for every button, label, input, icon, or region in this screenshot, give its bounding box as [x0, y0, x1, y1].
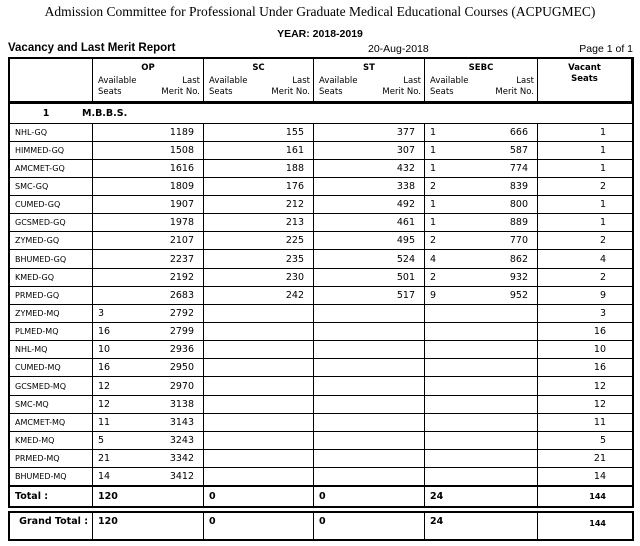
available-seats-header: Available Seats: [430, 76, 469, 97]
op-last-merit: 2799: [169, 326, 194, 338]
total-row: [10, 486, 632, 506]
last-merit-header: Last Merit No.: [382, 76, 421, 97]
sc-last-merit: 235: [285, 253, 304, 265]
table-row: [10, 359, 632, 377]
sc-cell: [204, 341, 314, 358]
sebc-available-seats: 1: [430, 217, 437, 229]
table-row: [10, 196, 632, 214]
op-last-merit: 1616: [169, 162, 194, 174]
vacant-seats-header: Vacant Seats: [568, 63, 601, 84]
sc-cell: [204, 305, 314, 322]
column-group-label: SC: [252, 63, 265, 73]
sc-cell: [204, 232, 314, 249]
sc-last-merit: 242: [285, 289, 304, 301]
column-group-label: OP: [141, 63, 155, 73]
vacant-cell: 14: [593, 471, 606, 483]
report-date: 20-Aug-2018: [368, 43, 429, 55]
table-header: [10, 59, 632, 104]
table-row: [10, 414, 632, 432]
sebc-available-seats: 1: [430, 144, 437, 156]
op-cell: [93, 287, 204, 304]
op-cell: [93, 142, 204, 159]
op-cell: [93, 341, 204, 358]
sebc-last-merit: 932: [509, 271, 528, 283]
header-cell-vacant: [538, 59, 632, 101]
st-last-merit: 338: [396, 180, 415, 192]
sebc-last-merit: 666: [509, 126, 528, 138]
op-last-merit: 1809: [169, 180, 194, 192]
sebc-cell: [425, 214, 538, 231]
op-last-merit: 2192: [169, 271, 194, 283]
op-last-merit: 3342: [169, 453, 194, 465]
st-cell: [314, 450, 425, 467]
header-cell-sc: [204, 59, 314, 101]
st-last-merit: 492: [396, 199, 415, 211]
course-cell: GCSMED-GQ: [10, 214, 93, 231]
sc-cell: [204, 414, 314, 431]
st-cell: [314, 359, 425, 376]
course-cell: CUMED-GQ: [10, 196, 93, 213]
total-sebc-cell: 24: [425, 487, 538, 506]
sc-cell: [204, 269, 314, 286]
vacant-cell: 1: [599, 162, 606, 174]
table-row: [10, 305, 632, 323]
op-cell: [93, 305, 204, 322]
sebc-cell: [425, 232, 538, 249]
sc-cell: [204, 377, 314, 394]
sebc-cell: [425, 468, 538, 485]
op-cell: [93, 196, 204, 213]
op-available-seats: 21: [98, 453, 111, 465]
op-cell: [93, 232, 204, 249]
sebc-cell: [425, 124, 538, 141]
st-cell: [314, 323, 425, 340]
sebc-available-seats: 4: [430, 253, 437, 265]
st-cell: [314, 142, 425, 159]
op-cell: [93, 432, 204, 449]
course-cell: CUMED-MQ: [10, 359, 93, 376]
course-cell: PLMED-MQ: [10, 323, 93, 340]
sc-cell: [204, 124, 314, 141]
sc-cell: [204, 250, 314, 267]
course-cell: GCSMED-MQ: [10, 377, 93, 394]
sebc-last-merit: 839: [509, 180, 528, 192]
vacant-cell: 2: [599, 180, 606, 192]
vacant-cell: 1: [599, 126, 606, 138]
sebc-last-merit: 800: [509, 199, 528, 211]
grand-total-vacant-cell: 144: [589, 519, 606, 528]
op-last-merit: 1978: [169, 217, 194, 229]
vacant-cell: 2: [599, 271, 606, 283]
course-cell: HIMMED-GQ: [10, 142, 93, 159]
sebc-last-merit: 774: [509, 162, 528, 174]
course-cell: KMED-MQ: [10, 432, 93, 449]
sebc-last-merit: 862: [509, 253, 528, 265]
table-row: [10, 214, 632, 232]
op-cell: [93, 359, 204, 376]
course-cell: SMC-MQ: [10, 396, 93, 413]
st-cell: [314, 396, 425, 413]
header-cell-st: [314, 59, 425, 101]
sc-cell: [204, 160, 314, 177]
sc-last-merit: 212: [285, 199, 304, 211]
sebc-cell: [425, 414, 538, 431]
course-cell: AMCMET-MQ: [10, 414, 93, 431]
vacant-cell: 9: [599, 289, 606, 301]
vacant-cell: 12: [593, 380, 606, 392]
sc-cell: [204, 396, 314, 413]
vacant-cell: 4: [599, 253, 606, 265]
last-merit-header: Last Merit No.: [495, 76, 534, 97]
sc-last-merit: 213: [285, 217, 304, 229]
sc-cell: [204, 450, 314, 467]
course-cell: SMC-GQ: [10, 178, 93, 195]
op-last-merit: 3143: [169, 416, 194, 428]
op-last-merit: 3138: [169, 398, 194, 410]
st-last-merit: 501: [396, 271, 415, 283]
table-row: [10, 377, 632, 395]
st-last-merit: 307: [396, 144, 415, 156]
sebc-last-merit: 952: [509, 289, 528, 301]
total-label: Total :: [10, 487, 93, 506]
op-cell: [93, 468, 204, 485]
st-cell: [314, 287, 425, 304]
table-row: [10, 250, 632, 268]
last-merit-header: Last Merit No.: [271, 76, 310, 97]
vacant-cell: 10: [593, 344, 606, 356]
op-available-seats: 10: [98, 344, 111, 356]
op-last-merit: 3412: [169, 471, 194, 483]
column-group-label: SEBC: [468, 63, 494, 73]
column-group-label: ST: [363, 63, 375, 73]
table-row: [10, 287, 632, 305]
sc-cell: [204, 323, 314, 340]
header-cell-op: [93, 59, 204, 101]
grand-total-sebc-cell: 24: [425, 513, 538, 539]
st-cell: [314, 269, 425, 286]
grand-total-op-cell: 120: [93, 513, 204, 539]
sc-cell: [204, 287, 314, 304]
page-title: Admission Committee for Professional Under Graduate Medical Educational Courses (ACPUGMEC): [44, 4, 596, 19]
op-last-merit: 1907: [169, 199, 194, 211]
sc-cell: [204, 142, 314, 159]
course-cell: BHUMED-MQ: [10, 468, 93, 485]
sc-cell: [204, 359, 314, 376]
st-cell: [314, 160, 425, 177]
grand-total-label: Grand Total :: [10, 513, 93, 539]
total-st-cell: 0: [314, 487, 425, 506]
sebc-available-seats: 9: [430, 289, 437, 301]
course-cell: AMCMET-GQ: [10, 160, 93, 177]
sc-cell: [204, 196, 314, 213]
sebc-cell: [425, 341, 538, 358]
table-row: [10, 160, 632, 178]
st-last-merit: 524: [396, 253, 415, 265]
op-last-merit: 1508: [169, 144, 194, 156]
op-cell: [93, 269, 204, 286]
table-body: [10, 124, 632, 487]
st-cell: [314, 124, 425, 141]
st-cell: [314, 468, 425, 485]
vacant-cell: 2: [599, 235, 606, 247]
op-cell: [93, 450, 204, 467]
op-available-seats: 3: [98, 307, 105, 319]
st-last-merit: 495: [396, 235, 415, 247]
sc-cell: [204, 178, 314, 195]
year-label: YEAR: 2018-2019: [277, 28, 363, 40]
table-row: [10, 341, 632, 359]
st-cell: [314, 341, 425, 358]
course-cell: ZYMED-MQ: [10, 305, 93, 322]
op-available-seats: 12: [98, 380, 111, 392]
op-available-seats: 16: [98, 326, 111, 338]
vacant-cell: 1: [599, 199, 606, 211]
sebc-cell: [425, 432, 538, 449]
sc-last-merit: 176: [285, 180, 304, 192]
course-cell: PRMED-GQ: [10, 287, 93, 304]
st-cell: [314, 414, 425, 431]
sebc-available-seats: 1: [430, 199, 437, 211]
vacant-cell: 16: [593, 362, 606, 374]
st-last-merit: 517: [396, 289, 415, 301]
st-cell: [314, 305, 425, 322]
table-row: [10, 450, 632, 468]
sebc-last-merit: 587: [509, 144, 528, 156]
table-row: [10, 468, 632, 486]
sebc-cell: [425, 359, 538, 376]
sebc-cell: [425, 196, 538, 213]
vacant-cell: 21: [593, 453, 606, 465]
st-cell: [314, 250, 425, 267]
st-last-merit: 432: [396, 162, 415, 174]
header-cell-course: [10, 59, 93, 101]
available-seats-header: Available Seats: [209, 76, 248, 97]
st-last-merit: 377: [396, 126, 415, 138]
sebc-available-seats: 1: [430, 162, 437, 174]
vacant-cell: 5: [599, 434, 606, 446]
op-last-merit: 2970: [169, 380, 194, 392]
st-cell: [314, 196, 425, 213]
st-cell: [314, 178, 425, 195]
vacant-cell: 1: [599, 217, 606, 229]
op-last-merit: 2792: [169, 307, 194, 319]
sebc-last-merit: 770: [509, 235, 528, 247]
table-row: [10, 323, 632, 341]
op-cell: [93, 250, 204, 267]
op-last-merit: 3243: [169, 434, 194, 446]
grand-total-sc-cell: 0: [204, 513, 314, 539]
sebc-available-seats: 2: [430, 271, 437, 283]
sc-last-merit: 161: [285, 144, 304, 156]
op-available-seats: 11: [98, 416, 111, 428]
table-row: [10, 432, 632, 450]
sebc-cell: [425, 377, 538, 394]
total-vacant-cell: 144: [589, 492, 606, 502]
sc-last-merit: 230: [285, 271, 304, 283]
header-cell-sebc: [425, 59, 538, 101]
sebc-cell: [425, 305, 538, 322]
course-cell: ZYMED-GQ: [10, 232, 93, 249]
op-cell: [93, 396, 204, 413]
op-cell: [93, 214, 204, 231]
sebc-cell: [425, 160, 538, 177]
op-cell: [93, 323, 204, 340]
sc-cell: [204, 214, 314, 231]
st-cell: [314, 432, 425, 449]
op-cell: [93, 178, 204, 195]
op-cell: [93, 414, 204, 431]
st-cell: [314, 232, 425, 249]
op-cell: [93, 377, 204, 394]
course-cell: KMED-GQ: [10, 269, 93, 286]
vacant-cell: 11: [593, 416, 606, 428]
sebc-last-merit: 889: [509, 217, 528, 229]
sebc-available-seats: 2: [430, 235, 437, 247]
op-available-seats: 14: [98, 471, 111, 483]
vacant-cell: 12: [593, 398, 606, 410]
total-sc-cell: 0: [204, 487, 314, 506]
sc-last-merit: 225: [285, 235, 304, 247]
op-available-seats: 16: [98, 362, 111, 374]
st-cell: [314, 377, 425, 394]
page-indicator: Page 1 of 1: [579, 43, 633, 55]
table-row: [10, 232, 632, 250]
course-cell: BHUMED-GQ: [10, 250, 93, 267]
table-row: [10, 124, 632, 142]
st-cell: [314, 214, 425, 231]
course-cell: NHL-GQ: [10, 124, 93, 141]
sebc-cell: [425, 323, 538, 340]
sc-last-merit: 155: [285, 126, 304, 138]
available-seats-header: Available Seats: [98, 76, 137, 97]
course-cell: PRMED-MQ: [10, 450, 93, 467]
vacancy-table: [8, 57, 634, 508]
section-number: 1: [42, 107, 50, 119]
sebc-cell: [425, 250, 538, 267]
sebc-cell: [425, 178, 538, 195]
grand-total-row: [8, 511, 634, 541]
table-row: [10, 178, 632, 196]
sebc-cell: [425, 287, 538, 304]
sc-last-merit: 188: [285, 162, 304, 174]
vacant-cell: 3: [599, 307, 606, 319]
section-row-mbbs: [10, 104, 632, 124]
report-title: Vacancy and Last Merit Report: [8, 42, 176, 54]
sc-cell: [204, 468, 314, 485]
op-cell: [93, 160, 204, 177]
last-merit-header: Last Merit No.: [161, 76, 200, 97]
op-last-merit: 2107: [169, 235, 194, 247]
section-name: M.B.B.S.: [82, 107, 128, 119]
op-last-merit: 2936: [169, 344, 194, 356]
sebc-cell: [425, 450, 538, 467]
op-available-seats: 5: [98, 434, 105, 446]
st-last-merit: 461: [396, 217, 415, 229]
sebc-cell: [425, 396, 538, 413]
table-row: [10, 269, 632, 287]
op-available-seats: 12: [98, 398, 111, 410]
op-last-merit: 2950: [169, 362, 194, 374]
op-last-merit: 1189: [169, 126, 194, 138]
sebc-available-seats: 2: [430, 180, 437, 192]
available-seats-header: Available Seats: [319, 76, 358, 97]
vacant-cell: 16: [593, 326, 606, 338]
course-cell: NHL-MQ: [10, 341, 93, 358]
sc-cell: [204, 432, 314, 449]
op-cell: [93, 124, 204, 141]
table-row: [10, 142, 632, 160]
op-last-merit: 2683: [169, 289, 194, 301]
op-last-merit: 2237: [169, 253, 194, 265]
sebc-cell: [425, 269, 538, 286]
sebc-cell: [425, 142, 538, 159]
grand-total-st-cell: 0: [314, 513, 425, 539]
vacant-cell: 1: [599, 144, 606, 156]
total-op-cell: 120: [93, 487, 204, 506]
sebc-available-seats: 1: [430, 126, 437, 138]
table-row: [10, 396, 632, 414]
